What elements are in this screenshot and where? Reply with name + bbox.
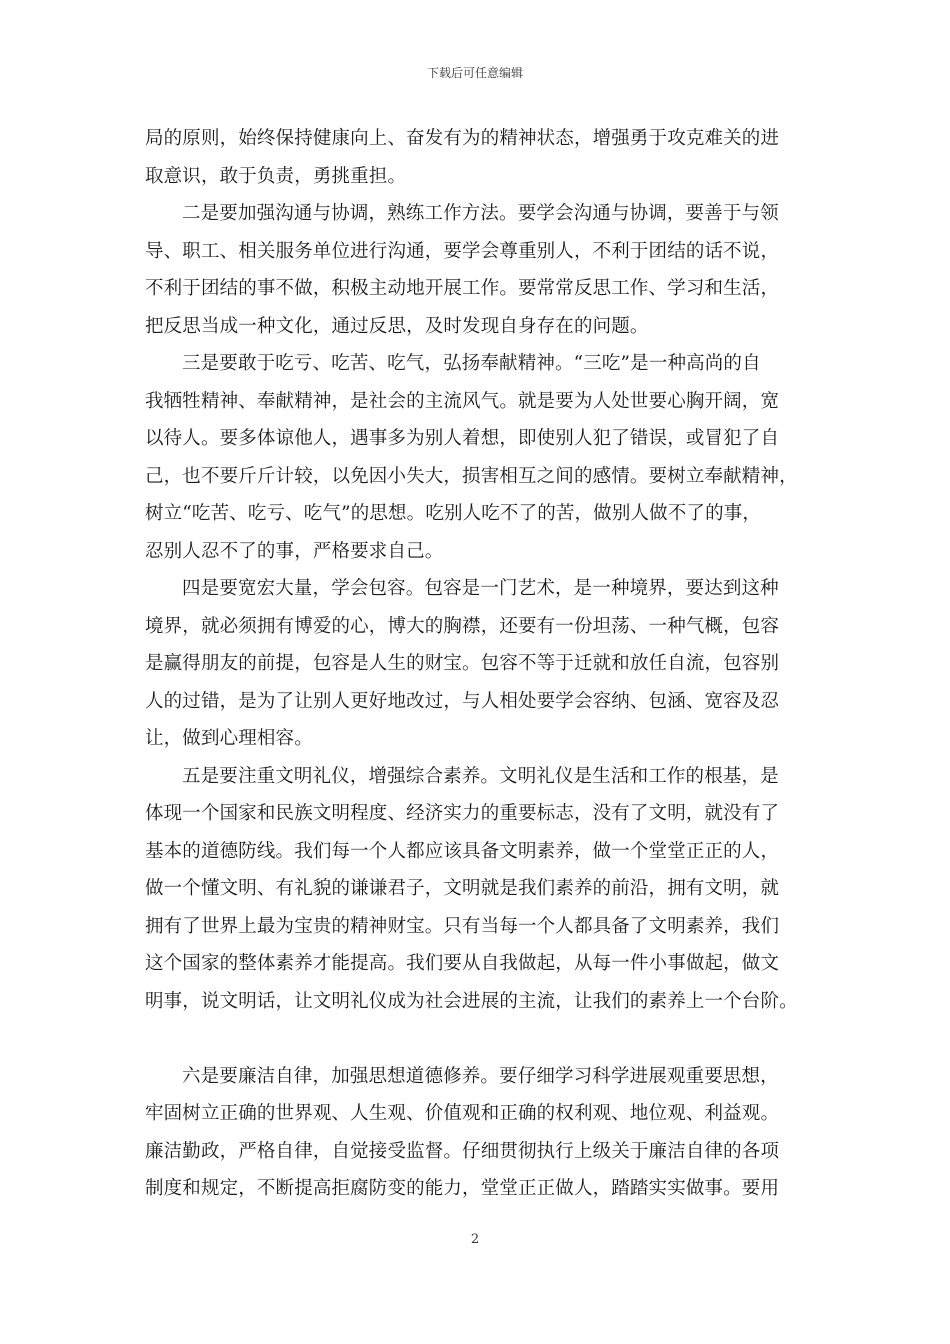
text-line: 局的原则，始终保持健康向上、奋发有为的精神状态，增强勇于攻克难关的进	[145, 128, 780, 149]
text-line: 让，做到心理相容。	[145, 728, 313, 749]
text-line: 做一个懂文明、有礼貌的谦谦君子，文明就是我们素养的前沿，拥有文明，就	[145, 878, 780, 899]
page-header: 下载后可任意编辑	[426, 66, 523, 80]
text-line: 把反思当成一种文化，通过反思，及时发现自身存在的问题。	[145, 315, 649, 337]
document-body	[145, 120, 805, 1208]
text-line: 人的过错，是为了让别人更好地改过，与人相处要学会容纳、包涵、宽容及忍	[145, 690, 780, 712]
text-line: 是赢得朋友的前提，包容是人生的财宝。包容不等于迁就和放任自流，包容别	[145, 653, 780, 674]
text-line: 我牺牲精神、奉献精神，是社会的主流风气。就是要为人处世要心胸开阔，宽	[145, 390, 780, 412]
text-line: 拥有了世界上最为宝贵的精神财宝。只有当每一个人都具备了文明素养，我们	[145, 915, 780, 937]
paragraph-start-line: 六是要廉洁自律，加强思想道德修养。要仔细学习科学进展观重要思想，	[182, 1065, 779, 1087]
paragraph-gap	[145, 1020, 805, 1058]
text-line: 树立“吃苦、吃亏、吃气”的思想。吃别人吃不了的苦，做别人做不了的事，	[145, 503, 762, 524]
paragraph-start-line: 四是要宽宏大量，学会包容。包容是一门艺术，是一种境界，要达到这种	[182, 578, 779, 599]
text-line: 己，也不要斤斤计较，以免因小失大，损害相互之间的感情。要树立奉献精神，	[145, 465, 798, 487]
text-line: 体现一个国家和民族文明程度、经济实力的重要标志，没有了文明，就没有了	[145, 803, 780, 824]
text-line: 这个国家的整体素养才能提高。我们要从自我做起，从每一件小事做起，做文	[145, 953, 780, 974]
page-number: 2	[470, 1232, 480, 1247]
text-line: 牢固树立正确的世界观、人生观、价值观和正确的权利观、地位观、利益观。	[145, 1103, 780, 1124]
text-line: 忍别人忍不了的事，严格要求自己。	[145, 540, 444, 562]
text-line: 取意识，敢于负责，勇挑重担。	[145, 165, 407, 187]
text-line: 境界，就必须拥有博爱的心，博大的胸襟，还要有一份坦荡、一种气概，包容	[145, 615, 780, 637]
paragraph-start-line: 二是要加强沟通与协调，熟练工作方法。要学会沟通与协调，要善于与领	[182, 203, 779, 224]
text-line: 明事，说文明话，让文明礼仪成为社会进展的主流，让我们的素养上一个台阶。	[145, 990, 798, 1012]
text-line: 导、职工、相关服务单位进行沟通，要学会尊重别人，不利于团结的话不说，	[145, 240, 780, 262]
text-line: 制度和规定，不断提高拒腐防变的能力，堂堂正正做人，踏踏实实做事。要用	[145, 1178, 780, 1199]
paragraph-start-line: 三是要敢于吃亏、吃苦、吃气，弘扬奉献精神。“三吃”是一种高尚的自	[182, 353, 761, 374]
text-line: 不利于团结的事不做，积极主动地开展工作。要常常反思工作、学习和生活，	[145, 278, 780, 299]
paragraph-start-line: 五是要注重文明礼仪，增强综合素养。文明礼仪是生活和工作的根基，是	[182, 765, 779, 787]
text-line: 基本的道德防线。我们每一个人都应该具备文明素养，做一个堂堂正正的人，	[145, 840, 780, 862]
text-line: 廉洁勤政，严格自律，自觉接受监督。仔细贯彻执行上级关于廉洁自律的各项	[145, 1140, 780, 1162]
text-line: 以待人。要多体谅他人，遇事多为别人着想，即使别人犯了错误，或冒犯了自	[145, 428, 780, 449]
